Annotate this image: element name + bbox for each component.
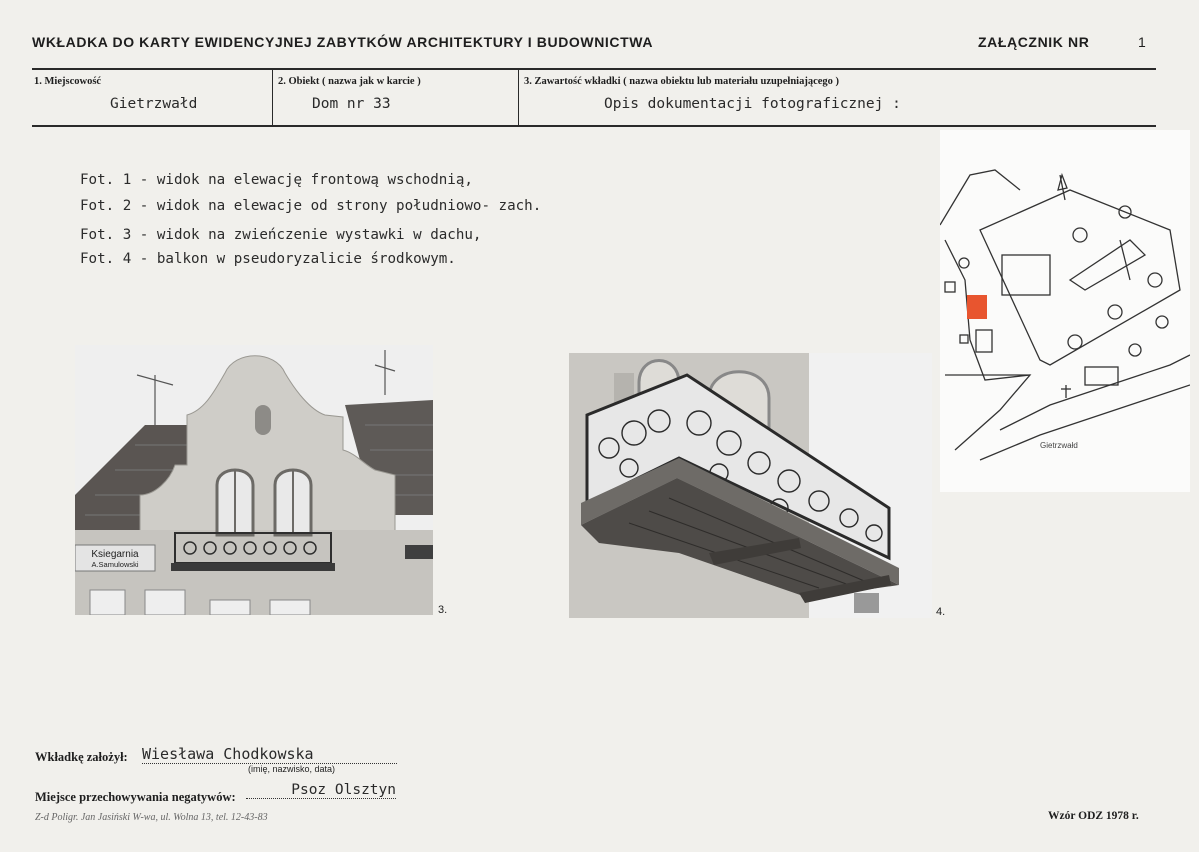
field-3-value: Opis dokumentacji fotograficznej : [604, 96, 901, 112]
photo-4-number: 4. [936, 606, 946, 618]
field-1-value: Gietrzwałd [110, 96, 198, 112]
created-by-value [142, 745, 397, 764]
created-by-label: Wkładkę założył: [35, 750, 128, 764]
created-by-hint: (imię, nazwisko, data) [248, 764, 336, 774]
field-divider-1 [272, 70, 273, 126]
photo-description-2: Fot. 2 - widok na elewacje od strony południowo- zach. [80, 198, 542, 214]
photo-description-3: Fot. 3 - widok na zwieńczenie wystawki w dachu, [80, 227, 482, 243]
photo-description-1: Fot. 1 - widok na elewację frontową wschodnią, [80, 172, 473, 188]
created-by-name: Wiesława Chodkowska [142, 745, 397, 764]
storage-name: Psoz Olsztyn [246, 782, 396, 799]
field-divider-2 [518, 70, 519, 126]
storage-label: Miejsce przechowywania negatywów: [35, 790, 236, 804]
document-title: WKŁADKA DO KARTY EWIDENCYJNEJ ZABYTKÓW ARCHITEKTURY I BUDOWNICTWA [32, 34, 654, 50]
map-caption: Gietrzwałd [1040, 441, 1078, 450]
balcony-illustration [569, 353, 932, 618]
site-map [940, 130, 1190, 492]
site-map-drawing [940, 130, 1190, 492]
photo-gable [75, 345, 433, 615]
annex-number: 1 [1138, 34, 1147, 50]
field-2-label: 2. Obiekt ( nazwa jak w karcie ) [278, 76, 421, 87]
field-3-label: 3. Zawartość wkładki ( nazwa obiektu lub materiału uzupełniającego ) [524, 76, 840, 87]
annex-label: ZAŁĄCZNIK NR [978, 34, 1090, 50]
photo-3-number: 3. [438, 604, 448, 616]
header-rule-top [32, 68, 1156, 70]
map-highlight-building [967, 295, 987, 319]
form-version: Wzór ODZ 1978 r. [1048, 810, 1139, 822]
shop-sign-line-2: A.Samulowski [91, 560, 139, 569]
photo-balcony [569, 353, 932, 618]
field-2-value: Dom nr 33 [312, 96, 391, 112]
storage-value [246, 782, 396, 799]
gable-illustration [75, 345, 433, 615]
photo-description-4: Fot. 4 - balkon w pseudoryzalicie środkowym. [80, 251, 456, 267]
printer-info: Z-d Poligr. Jan Jasiński W-wa, ul. Wolna 13, tel. 12-43-83 [35, 812, 268, 823]
header-rule-bottom [32, 125, 1156, 127]
shop-sign-line-1: Ksiegarnia [91, 549, 139, 560]
field-1-label: 1. Miejscowość [34, 76, 102, 87]
